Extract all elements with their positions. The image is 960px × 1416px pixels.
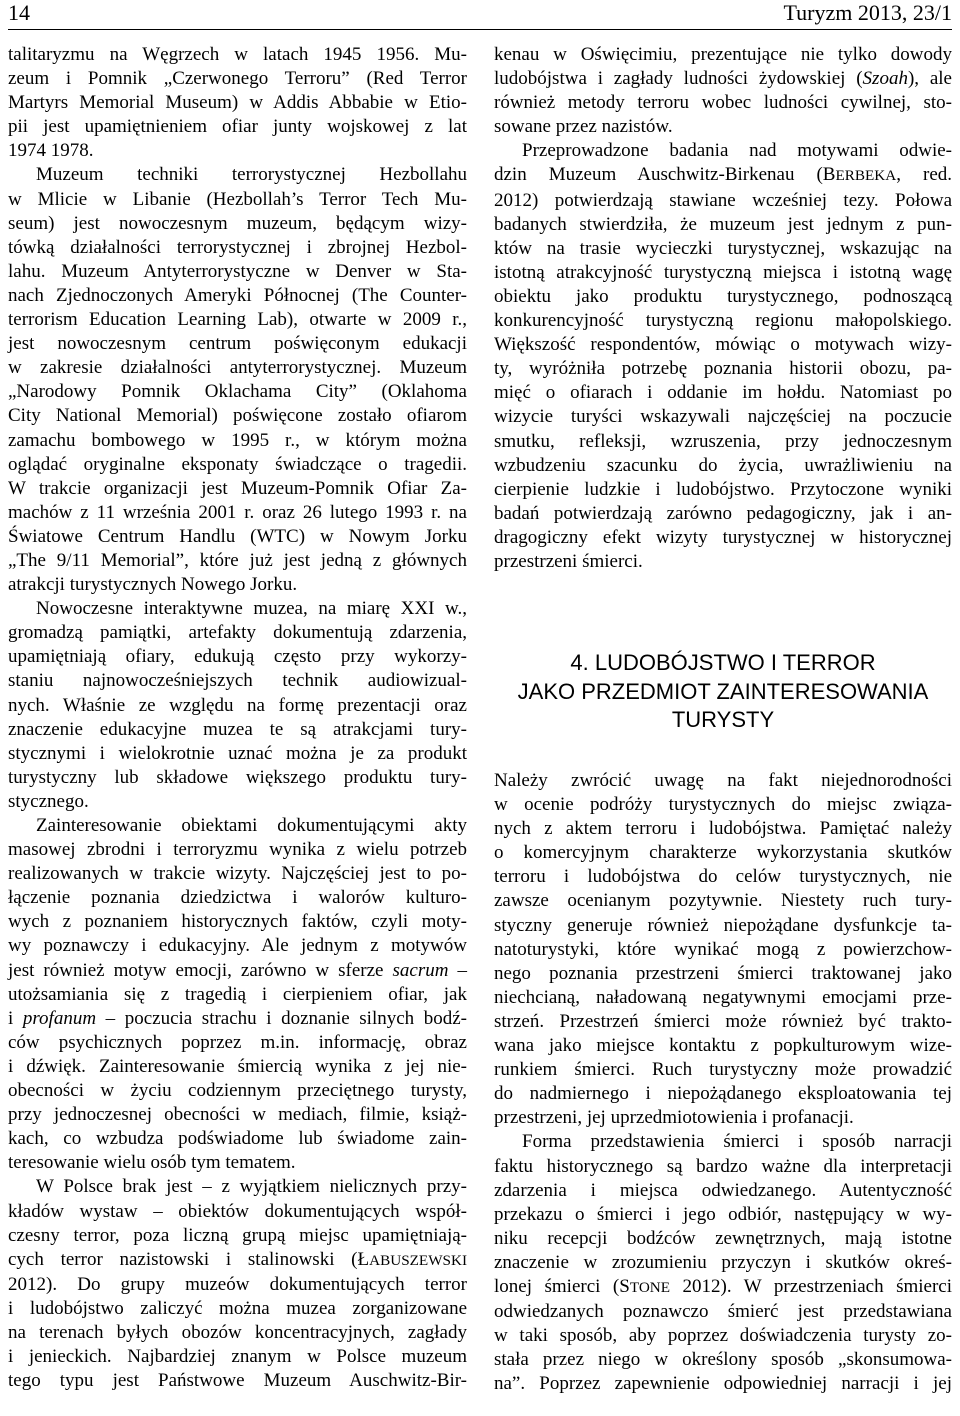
- text-line: konkurencyjność turystyczną regionu małopolskiego.: [494, 310, 952, 332]
- text-line: przy jednoczesnej obecności w mediach, filmie, książ-: [8, 1104, 467, 1126]
- text-line: runkiem śmierci. Ruch turystyczny może prowadzić: [494, 1059, 952, 1081]
- text-line: czesny terror, poza liczną grupą miejsc upamiętniają-: [8, 1224, 467, 1246]
- text-line: kenau w Oświęcimiu, prezentujące nie tylko dowody: [494, 44, 952, 65]
- text-line: przekazu o śmierci i jego odbiór, następujący w wy-: [494, 1203, 952, 1225]
- text-line: Martyrs Memorial Museum) w Addis Abbabie w Etio-: [8, 92, 467, 114]
- text-line: 1974 1978.: [8, 140, 94, 162]
- text-line: zamachu bombowego w 1995 r., w którym można: [8, 429, 467, 451]
- text-line: mięć o ofiarach i oddanie im hołdu. Natomiast po: [494, 382, 952, 404]
- paragraph: [8, 43, 467, 163]
- text-line: lahu. Muzeum Antyterrorystyczne w Denver w Sta-: [8, 260, 467, 282]
- text-segment: cych terror nazistowski i stalinowski (Ł: [8, 1248, 370, 1270]
- text-line: tówką działalności terrorystycznej i zbrojnej Hezbol-: [8, 236, 467, 258]
- text-line: strzeń. Przestrzeń śmierci może również być trakto-: [494, 1010, 952, 1032]
- text-line: o komercyjnym charakterze wykorzystania skutków: [494, 842, 952, 864]
- header-rule: [8, 29, 952, 30]
- text-line: dragogiczny efekt wizyty turystycznej w historycznej: [494, 526, 952, 548]
- text-line: znaczenie w zrozumieniu przyczyn i skutków okreś-: [494, 1251, 952, 1273]
- text-line: W Polsce brak jest – z wyjątkiem nielicznych przy-: [36, 1176, 467, 1198]
- text-segment: i: [8, 1007, 23, 1029]
- text-line: realizowanych w trakcie wizyty. Najczęściej jest to po-: [8, 863, 467, 885]
- text-line: stycznymi i wielokrotnie uznać można je za produkt: [8, 742, 467, 764]
- text-line: znaczenie edukacyjne muzea te są atrakcjami tury-: [8, 718, 467, 740]
- text-line: teresowanie wielu osób tym tematem.: [8, 1152, 296, 1174]
- text-line: [8, 1007, 467, 1031]
- text-segment: lonej śmierci (S: [494, 1275, 630, 1297]
- text-line: „The 9/11 Memorial”, które już jest jedną z głównych: [8, 549, 467, 571]
- text-line: wzbudzeniu szacunku do życia, uwrażliwieniu na: [494, 454, 952, 476]
- author-name-small-caps: TONE: [629, 1278, 671, 1296]
- text-segment: 2012). W przestrzeniach śmierci: [670, 1275, 953, 1297]
- text-segment: – poczucia strachu i doznanie silnych bodź-: [96, 1007, 467, 1029]
- text-line: sowane przez nazistów.: [494, 116, 673, 138]
- text-line: obecności w życiu codziennym przeciętnego turysty,: [8, 1080, 467, 1102]
- text-line: na”. Poprzez zapewnienie odpowiedniej narracji i jej: [494, 1373, 952, 1395]
- section-heading-line: JAKO PRZEDMIOT ZAINTERESOWANIA: [517, 678, 929, 704]
- paragraph: [8, 597, 467, 814]
- text-line: styczny generuje również niepożądane dysfunkcje ta-: [494, 914, 952, 936]
- section-heading-line: 4. LUDOBÓJSTWO I TERROR: [570, 650, 876, 675]
- paragraph: [8, 1175, 467, 1393]
- text-line: atrakcji turystycznych Nowego Jorku.: [8, 574, 298, 596]
- paragraph: [8, 163, 467, 597]
- text-line: natoturystyki, które wynikać mogą z powierzchow-: [494, 938, 952, 960]
- paragraph: [8, 814, 467, 1175]
- text-line: Zainteresowanie obiektami dokumentującymi akty: [36, 815, 467, 836]
- left-text-column: [8, 43, 467, 1393]
- paragraph: [494, 769, 952, 1130]
- text-line: cierpienie ludzkie i ludobójstwo. Przytoczone wyniki: [494, 478, 952, 500]
- text-line: nych. Właśnie ze względu na formę prezentacji oraz: [8, 694, 467, 716]
- text-line: pii jest upamiętnieniem ofiar junty wojskowej z lat: [8, 116, 467, 138]
- text-line: w ocenie podróży turystycznych do miejsc związa-: [494, 794, 952, 816]
- text-segment: dzin Muzeum Auschwitz-Birkenau (B: [494, 164, 836, 186]
- text-line: staniu najnowocześniejszych technik audiowizual-: [8, 670, 467, 692]
- text-line: w Mlicie w Libanie (Hezbollah’s Terror Tech Mu-: [8, 188, 467, 210]
- text-line: również metody terroru wobec ludności cywilnej, sto-: [494, 92, 952, 114]
- text-line: oglądać oryginalne eksponaty świadczące o tragedii.: [8, 453, 467, 475]
- text-line: Muzeum techniki terrorystycznej Hezbollahu: [36, 164, 467, 186]
- text-line: Przeprowadzone badania nad motywami odwie-: [522, 140, 952, 162]
- italic-term: sacrum: [392, 959, 449, 981]
- text-line: niku recepcji bodźców zewnętrznych, mają istotne: [494, 1227, 952, 1249]
- text-line: nych z aktem terroru i ludobójstwa. Pamiętać należy: [494, 818, 952, 840]
- text-line: w zakresie działalności antyterrorystycznej. Muzeum: [8, 357, 467, 379]
- text-segment: ludobójstwa i zagłady ludności żydowskiej (: [494, 68, 863, 90]
- text-line: jest nowoczesnym centrum poświęconym edukacji: [8, 333, 467, 355]
- text-line: wych z poznaniem historycznych faktów, czyli moty-: [8, 911, 467, 933]
- text-line: i ludobójstwo zaliczyć można muzea zorganizowane: [8, 1297, 467, 1319]
- journal-running-head: Turyzm 2013, 23/1: [783, 0, 952, 25]
- text-line: kach, co wzbudza podświadome lub świadome zain-: [8, 1128, 467, 1150]
- text-line: [494, 1275, 952, 1300]
- text-line: [494, 67, 952, 91]
- text-line: badanych stwierdziła, że muzeum jest jednym z pun-: [494, 213, 952, 235]
- text-line: Należy zwrócić uwagę na fakt niejednorodności: [494, 770, 952, 791]
- text-line: nach Zjednoczonych Ameryki Północnej (The Counter-: [8, 284, 467, 306]
- text-line: W trakcie organizacji jest Muzeum-Pomnik Ofiar Za-: [8, 477, 467, 499]
- text-line: talitaryzmu na Węgrzech w latach 1945 1956. Mu-: [8, 44, 467, 65]
- paragraph: [494, 139, 952, 574]
- text-line: przestrzeni śmierci.: [494, 550, 643, 572]
- text-line: Większość respondentów, mówiąc o motywach wizy-: [494, 334, 952, 356]
- text-line: [494, 163, 952, 188]
- italic-term: Szoah: [862, 68, 908, 90]
- text-segment: ), ale: [907, 68, 952, 90]
- text-line: utożsamiania się z tragedią i cierpieniem ofiar, jak: [8, 983, 467, 1005]
- text-line: terroru i ludobójstwa do celów turystycznych, nie: [494, 866, 952, 888]
- text-line: łączenie poznania dziedzictwa i walorów kulturo-: [8, 887, 467, 909]
- page-number: 14: [8, 0, 30, 25]
- text-line: i dźwięk. Zainteresowanie śmiercią wynika z jej nie-: [8, 1055, 467, 1077]
- author-name-small-caps: ERBEKA: [835, 167, 897, 185]
- text-line: wy poznawczy i edukacyjny. Ale jednym z motywów: [8, 935, 467, 957]
- text-line: istotną atrakcyjność turystyczną miejsca i istotną wagę: [494, 261, 952, 283]
- text-line: niechcianą, naładowaną negatywnymi emocjami prze-: [494, 986, 952, 1008]
- text-line: terrorism Education Learning Lab), otwarte w 2009 r.,: [8, 309, 467, 331]
- text-segment: , red.: [896, 164, 953, 186]
- paragraph: [494, 1130, 952, 1396]
- text-line: odwiedzanych poznawczo śmierć jest przedstawiana: [494, 1301, 952, 1323]
- text-line: Forma przedstawienia śmierci i sposób narracji: [522, 1131, 952, 1153]
- text-line: machów z 11 września 2001 r. oraz 26 lutego 1993 r. na: [8, 501, 467, 523]
- text-line: gromadzą pamiątki, artefakty dokumentują zdarzenia,: [8, 622, 467, 644]
- text-segment: –: [448, 959, 467, 981]
- text-line: zawsze ocenianym pozytywnie. Niestety ruch tury-: [494, 890, 952, 912]
- text-segment: jest również motyw emocji, zarówno w sferze: [8, 959, 393, 981]
- text-line: do nadmiernego i niepożądanego eksploatowania tej: [494, 1083, 952, 1105]
- section-heading: [494, 649, 952, 735]
- text-line: przestrzeni, jej uprzedmiotowienia i profanacji.: [494, 1107, 854, 1129]
- text-line: wizycie turyści wskazywali najczęściej na poczucie: [494, 406, 952, 428]
- text-line: któw na trasie wycieczki turystycznej, wskazując na: [494, 237, 952, 259]
- text-line: 2012) potwierdzają stawiane wcześniej tezy. Połowa: [494, 189, 952, 211]
- text-line: masowej zbrodni i terroryzmu wynika z wielu potrzeb: [8, 839, 467, 861]
- text-line: [8, 959, 467, 983]
- text-line: stycznego.: [8, 790, 89, 812]
- section-heading-line: TURYSTY: [671, 707, 775, 732]
- text-line: zdarzenia i miejsca odwiedzanego. Autentyczność: [494, 1179, 952, 1201]
- italic-term: profanum: [22, 1007, 97, 1029]
- text-line: badań potwierdzają zarówno pedagogiczny, jak i an-: [494, 502, 952, 524]
- text-line: ców psychicznych poprzez m.in. informację, obraz: [8, 1031, 467, 1053]
- text-line: City National Memorial) poświęcone zostało ofiarom: [8, 405, 467, 427]
- text-line: 2012). Do grupy muzeów dokumentujących terror: [8, 1273, 467, 1295]
- author-name-small-caps: ABUSZEWSKI: [369, 1251, 467, 1269]
- text-line: tego typu jest Państwowe Muzeum Auschwitz-Bir-: [8, 1370, 467, 1392]
- text-line: nego poznania przestrzeni śmierci traktowanej jako: [494, 962, 952, 984]
- right-column-upper-text: [494, 43, 952, 574]
- text-line: [8, 1248, 467, 1273]
- text-line: kładów wystaw – obiektów dokumentujących współ-: [8, 1200, 467, 1222]
- text-line: i jenieckich. Najbardziej znanym w Polsce muzeum: [8, 1346, 467, 1368]
- text-line: seum) jest nowoczesnym muzeum, będącym wizy-: [8, 212, 467, 234]
- text-line: smutku, refleksji, wzruszenia, przy jednoczesnym: [494, 430, 952, 452]
- text-line: „Narodowy Pomnik Oklachama City” (Oklahoma: [8, 381, 467, 403]
- paragraph: [494, 43, 952, 139]
- text-line: wana jako miejsce kontaktu z popkulturowym wize-: [494, 1035, 952, 1057]
- text-line: Nowoczesne interaktywne muzea, na miarę XXI w.,: [36, 598, 467, 620]
- text-line: turystyczny lub składowe większego produktu tury-: [8, 766, 467, 788]
- text-line: stała przez niego w określony sposób „skonsumowa-: [494, 1349, 952, 1371]
- text-line: Światowe Centrum Handlu (WTC) w Nowym Jorku: [8, 525, 467, 547]
- text-line: na terenach byłych obozów koncentracyjnych, zagłady: [8, 1321, 467, 1343]
- right-column-lower-text: [494, 769, 952, 1396]
- text-line: w taki sposób, aby poprzez doświadczenia turysty zo-: [494, 1325, 952, 1347]
- text-line: zeum i Pomnik „Czerwonego Terroru” (Red Terror: [8, 68, 467, 90]
- text-line: ty, wyróżniła potrzebę poznania historii obozu, pa-: [494, 358, 952, 380]
- text-line: obiektu jako produktu turystycznego, podnoszącą: [494, 285, 952, 307]
- text-line: faktu historycznego są bardzo ważne dla interpretacji: [494, 1155, 952, 1177]
- text-line: upamiętniają ofiary, edukują często przy wykorzy-: [8, 646, 467, 668]
